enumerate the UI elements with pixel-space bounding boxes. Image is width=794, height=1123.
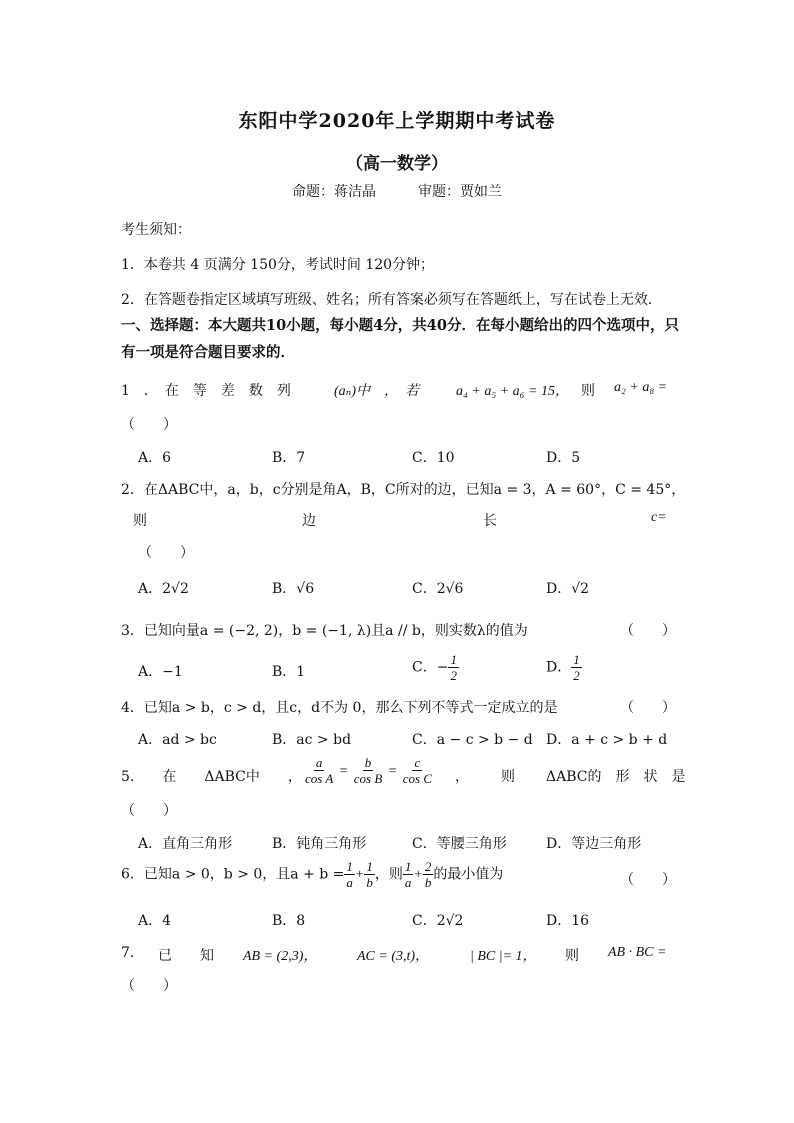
q3-option-c-denominator: 2 xyxy=(450,668,457,683)
q3-option-c xyxy=(412,652,459,683)
q3-option-d-denominator: 2 xyxy=(573,668,580,683)
q6-frac-4-den: b xyxy=(424,875,432,890)
exam-authors: 命题：蒋洁晶 审题：贾如兰 xyxy=(292,184,502,200)
q3-option-d-numerator: 1 xyxy=(573,652,580,667)
q1-text-2: (aₙ)中 ， 若 xyxy=(334,384,419,399)
q6-frac-2-num: 1 xyxy=(366,859,373,874)
q4-option-d: D．a + c > b + d xyxy=(546,732,668,748)
q6-frac-4-num: 2 xyxy=(424,859,432,874)
q6-mid: ，则 xyxy=(374,866,403,883)
notice-heading: 考生须知： xyxy=(121,222,191,238)
q2-option-b: B．√6 xyxy=(272,581,315,597)
q1-blank: （ ） xyxy=(121,417,177,433)
q5-ratio: $\frac{a}{\text{cos A}}$ = $\frac{b}{\text{cos B}}$ = $\frac{c}{\text{cos C}}$ xyxy=(305,755,432,786)
q5-frac-3-num: c xyxy=(414,755,421,770)
notice-item-2: 2．在答题卷指定区域填写班级、姓名；所有答案必须写在答题纸上，写在试卷上无效． xyxy=(121,292,662,308)
q4-blank: （ ） xyxy=(620,700,676,716)
q3-option-d xyxy=(546,652,582,683)
q2-line-1: 2．在ΔABC中，a，b，c分别是角A，B，C所对的边，已知a = 3，A = 60°，C = 45°， xyxy=(121,482,686,498)
q1-option-b: B．7 xyxy=(272,450,306,466)
q5-comma: ， xyxy=(455,769,469,785)
q6-option-b: B．8 xyxy=(272,913,306,929)
q3-option-c-label: C．− xyxy=(412,659,449,676)
q5-prefix: 5. 在 ΔABC中 ， xyxy=(121,769,302,785)
q5-frac-1-num: a xyxy=(315,755,323,770)
q5-option-a: A．直角三角形 xyxy=(138,836,233,852)
q3-option-a: A．−1 xyxy=(138,664,183,680)
q5-option-d: D．等边三角形 xyxy=(546,836,642,852)
q1-option-d: D．5 xyxy=(546,450,581,466)
q7-word-1: 已 xyxy=(158,948,172,964)
section-heading-line-1: 一、选择题：本大题共10小题，每小题4分，共40分．在每小题给出的四个选项中，只 xyxy=(121,317,679,334)
q6-frac-3-num: 1 xyxy=(404,859,412,874)
q6-suffix: 的最小值为 xyxy=(433,866,504,883)
q5-frac-2-num: b xyxy=(364,755,372,770)
q1-expression: a₂ + a₈ = xyxy=(614,380,668,395)
q2-option-c: C．2√6 xyxy=(412,581,464,597)
q4-option-c: C．a − c > b − d xyxy=(412,732,533,748)
q6-frac-1-num: 1 xyxy=(346,859,353,874)
q2-line-2-a: 则 xyxy=(133,513,147,529)
q3-option-c-numerator: 1 xyxy=(450,652,457,667)
q7-expression: AB · BC = xyxy=(608,945,667,960)
q7-blank: （ ） xyxy=(121,978,177,994)
q3-option-d-label: D． xyxy=(546,659,572,676)
q6-option-d: D．16 xyxy=(546,913,590,929)
q6-option-a: A．4 xyxy=(138,913,172,929)
q3-blank: （ ） xyxy=(620,623,676,639)
q5-option-b: B．钝角三角形 xyxy=(272,836,367,852)
q5-option-c: C．等腰三角形 xyxy=(412,836,507,852)
q7-vector-ac: AC = (3,t)， xyxy=(357,949,430,964)
q2-option-d: D．√2 xyxy=(546,581,590,597)
q2-blank: （ ） xyxy=(138,545,194,561)
q6-frac-2-den: b xyxy=(366,875,373,890)
q7-vector-ab: AB = (2,3)， xyxy=(243,949,318,964)
q2-line-2-c: 长 xyxy=(483,513,497,529)
q6-option-c: C．2√2 xyxy=(412,913,464,929)
q5-frac-1-den: cos A xyxy=(305,771,334,786)
section-heading-line-2: 有一项是符合题目要求的． xyxy=(121,344,295,361)
notice-item-1: 1．本卷共 4 页满分 150分，考试时间 120分钟； xyxy=(121,257,435,273)
q7-number: 7. xyxy=(121,945,135,961)
q4-text: 4．已知a > b，c > d，且c，d不为 0，那么下列不等式一定成立的是 xyxy=(121,700,558,716)
q4-option-a: A．ad > bc xyxy=(138,732,217,748)
q2-option-a: A．2√2 xyxy=(138,581,189,597)
exam-title: 东阳中学2020年上学期期中考试卷 xyxy=(238,110,556,132)
q6-frac-3-den: a xyxy=(404,875,412,890)
q5-then: 则 xyxy=(501,769,515,785)
q1-text-1: 1 ． 在 等 差 数 列 xyxy=(121,383,291,399)
q5-frac-3-den: cos C xyxy=(402,771,432,786)
q1-option-c: C．10 xyxy=(412,450,455,466)
q6-blank: （ ） xyxy=(620,872,676,888)
q6-frac-1-den: a xyxy=(346,875,353,890)
q3-text: 3．已知向量a = (−2, 2)，b = (−1, λ)且a // b，则实数λ的值为 xyxy=(121,623,528,639)
q1-option-a: A．6 xyxy=(138,450,172,466)
q2-line-2-b: 边 xyxy=(302,513,316,529)
q4-option-b: B．ac > bd xyxy=(272,732,352,748)
q7-then: 则 xyxy=(565,948,579,964)
q3-option-b: B．1 xyxy=(272,664,306,680)
exam-subtitle: （高一数学） xyxy=(346,154,448,174)
q7-norm-bc: | BC |= 1， xyxy=(470,949,537,964)
q2-line-2-d: c= xyxy=(651,510,667,525)
q1-condition: a₄ + a₅ + a₆ = 15， xyxy=(456,384,569,399)
q7-word-2: 知 xyxy=(200,948,214,964)
q1-text-then: 则 xyxy=(581,383,595,399)
q6-line: 6．已知a > 0，b > 0，且a + b = $\frac{1}{a}$ + $\frac{1}{b}$ ，则 $\frac{1}{a}$ + $\frac{2}{b}$ 的最小值为 xyxy=(121,859,504,890)
q5-blank: （ ） xyxy=(121,803,177,819)
q5-suffix: ΔABC的 形 状 是 xyxy=(546,769,686,785)
q6-prefix: 6．已知a > 0，b > 0，且a + b = xyxy=(121,866,345,883)
q5-frac-2-den: cos B xyxy=(353,771,383,786)
